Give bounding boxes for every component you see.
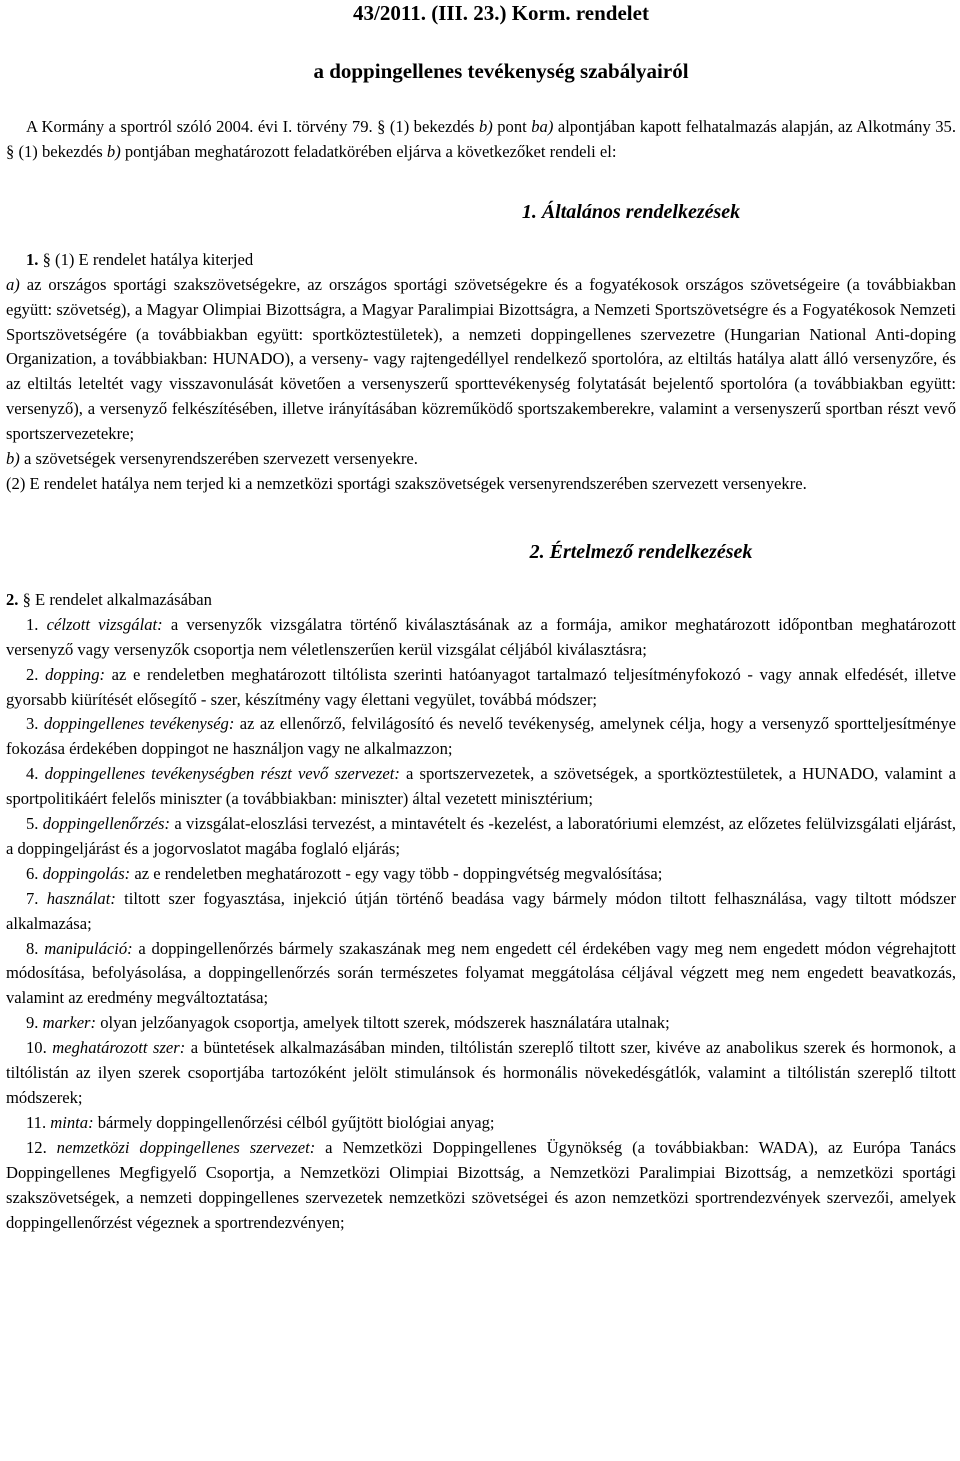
definition-item	[6, 1011, 956, 1036]
preamble-text: pont	[492, 117, 532, 136]
section-text: § (1) E rendelet hatálya kiterjed	[38, 249, 254, 269]
definition-text: tiltott szer fogyasztása, injekció útján történő beadása vagy bármely módon tiltott felhasználása, vagy tiltott módszer alkalmazása;	[6, 888, 956, 933]
definition-list	[6, 613, 956, 1236]
definition-term: doppingellenőrzés:	[42, 814, 170, 834]
definition-text: az az ellenőrző, felvilágosító és nevelő tevékenység, amelynek célja, hogy a versenyző sportteljesítménye fokozása érdekében doppingot ne használjon vagy ne alkalmazzon;	[6, 714, 957, 759]
preamble-text: pontjában meghatározott feladatkörében eljárva a következőket rendeli el:	[120, 141, 617, 161]
definition-text: a Nemzetközi Doppingellenes Ügynökség (a továbbiakban: WADA), az Európa Tanács Doppingellenes Megfigyelő Csoportja, a Nemzetközi Olimpiai Bizottság, a Nemzetközi Paralimpiai Bizottság, a nemzetközi sportági szakszövetségek, a nemzeti doppingellenes szervezetek nemzetközi szövetségei és azon nemzetközi sportrendezvények szervezői, amelyek doppingellenőrzést végeznek a sportrendezvényen;	[6, 1137, 957, 1232]
preamble-ref: b)	[106, 141, 121, 161]
definition-term: nemzetközi doppingellenes szervezet:	[56, 1137, 316, 1157]
definition-number: 2.	[26, 664, 46, 684]
definition-term: manipuláció:	[44, 938, 133, 958]
definition-number: 12.	[26, 1137, 57, 1157]
point-text: a szövetségek versenyrendszerében szervezett versenyekre.	[19, 449, 418, 469]
definition-item	[6, 1111, 956, 1136]
section-1-point-b	[6, 447, 956, 472]
definition-item	[6, 762, 956, 812]
document-title: 43/2011. (III. 23.) Korm. rendelet	[353, 1, 649, 25]
definition-term: doppingolás:	[42, 863, 131, 883]
definition-term: célzott vizsgálat:	[46, 614, 163, 634]
definition-term: használat:	[46, 888, 116, 908]
section-text: § E rendelet alkalmazásában	[18, 589, 212, 609]
definition-item	[6, 812, 956, 862]
definition-text: az e rendeletben meghatározott tiltólista szerinti hatóanyagot tartalmazó teljesítményfokozó - vagy annak elfedését, illetve gyorsabb kiürítését elősegítő - szer, készítmény vagy élettani vegyület, továbbá módszer;	[6, 664, 956, 709]
definition-item	[6, 613, 956, 663]
definition-text: a sportszervezetek, a szövetségek, a sportköztestületek, a HUNADO, valamint a sportpolitikáért felelős miniszter (a továbbiakban: miniszter) által vezetett minisztérium;	[6, 764, 957, 809]
definition-term: meghatározott szer:	[52, 1038, 186, 1058]
definition-term: doppingellenes tevékenység:	[43, 714, 235, 734]
definition-item	[6, 937, 956, 1012]
definition-item	[6, 663, 956, 713]
preamble-text: alpontjában kapott felhatalmazás alapján, az Alkotmány 35. § (1) bekezdés	[6, 117, 956, 161]
definition-item	[6, 887, 956, 937]
definition-item	[6, 862, 956, 887]
definition-text: a büntetések alkalmazásában minden, tiltólistán szereplő tiltott szer, kivéve az anabolikus szerek és hormonok, a tiltólistán az ilyen szerek csoportjába tartozóként jelölt stimulánsok és hormonális növekedésgátlók, valamint a tiltólistán szereplő tiltott módszerek;	[6, 1038, 956, 1107]
definition-term: marker:	[42, 1013, 97, 1033]
definition-text: bármely doppingellenőrzési célból gyűjtött biológiai anyag;	[93, 1112, 495, 1132]
preamble-ref: b)	[478, 117, 493, 136]
definition-number: 4.	[26, 764, 45, 784]
definition-number: 3.	[26, 714, 44, 734]
definition-text: a versenyzők vizsgálatra történő kiválasztásának az a formája, amikor meghatározott időpontban meghatározott versenyző vagy versenyzők csoportja nem véletlenszerűen kerül vizsgálat céljából kiválasztásra;	[6, 614, 956, 659]
definition-number: 6.	[26, 863, 43, 883]
preamble-text: A Kormány a sportról szóló 2004. évi I. törvény 79. § (1) bekezdés	[26, 117, 479, 136]
definition-number: 5.	[26, 814, 43, 834]
definition-term: doppingellenes tevékenységben részt vevő szervezet:	[44, 764, 400, 784]
section-1-lead	[6, 248, 956, 273]
point-label: b)	[6, 449, 20, 469]
definition-item	[6, 1036, 956, 1111]
definition-number: 10.	[26, 1038, 53, 1058]
section-1-point-a	[6, 273, 956, 447]
definition-term: minta:	[50, 1112, 94, 1132]
chapter-heading: 1. Általános rendelkezések	[521, 200, 741, 223]
definition-number: 7.	[26, 888, 47, 908]
definition-item	[6, 1136, 956, 1236]
preamble-ref: ba)	[531, 117, 554, 136]
section-number: 1.	[26, 249, 39, 269]
definition-number: 9.	[26, 1013, 43, 1033]
definition-number: 11.	[26, 1112, 51, 1132]
definition-number: 8.	[26, 938, 45, 958]
preamble	[6, 115, 956, 165]
definition-text: az e rendeletben meghatározott - egy vagy több - doppingvétség megvalósítása;	[130, 863, 663, 883]
definition-text: a doppingellenőrzés bármely szakaszának meg nem engedett cél érdekében vagy meg nem engedett módon végrehajtott módosítása, befolyásolása, a doppingellenőrzés során természetes folyamat meggátolása céljával végzett meg nem engedett beavatkozás, valamint az eredmény megváltoztatása;	[6, 938, 956, 1008]
definition-item	[6, 712, 956, 762]
definition-term: dopping:	[45, 664, 106, 684]
definition-text: a vizsgálat-eloszlási tervezést, a mintavételt és -kezelést, a laboratóriumi elemzést, az előzetes felülvizsgálati eljárást, a doppingeljárást és a jogorvoslatot magába foglaló eljárás;	[6, 814, 956, 858]
definition-number: 1.	[26, 614, 47, 634]
document-subtitle: a doppingellenes tevékenység szabályairól	[313, 59, 689, 83]
section-2-lead	[6, 588, 956, 613]
point-label: a)	[6, 274, 20, 294]
section-number: 2.	[6, 589, 19, 609]
point-text: az országos sportági szakszövetségekre, az országos sportági szövetségekre és a fogyatékosok országos szövetségeire (a továbbiakban együtt: szövetség), a Magyar Olimpiai Bizottságra, a Magyar Paralimpiai Bizottságra, a Nemzeti Sportszövetségre és a Fogyatékosok Nemzeti Sportszövetségére (a továbbiakban együtt: sportköztestületek), a nemzeti doppingellenes szervezetre (Hungarian National Anti-doping Organization, a továbbiakban: HUNADO), a verseny- vagy rajtengedéllyel rendelkező sportolóra, az eltiltás hatálya alatt álló versenyzőre, és az eltiltás leteltét vagy visszavonulását követően a versenyszerű sporttevékenység folytatását bejelentő sportolóra (a továbbiakban együtt: versenyző), a versenyző felkészítésében, illetve irányításában közreműködő sportszakemberekre, valamint a versenyszerű sportban részt vevő sportszervezetekre;	[6, 274, 956, 444]
definition-text: olyan jelzőanyagok csoportja, amelyek tiltott szerek, módszerek használatára utalnak;	[96, 1013, 670, 1033]
section-1-paragraph-2: (2) E rendelet hatálya nem terjed ki a nemzetközi sportági szakszövetségek versenyrendszerében szervezett versenyekre.	[6, 473, 807, 493]
chapter-heading: 2. Értelmező rendelkezések	[529, 540, 753, 563]
